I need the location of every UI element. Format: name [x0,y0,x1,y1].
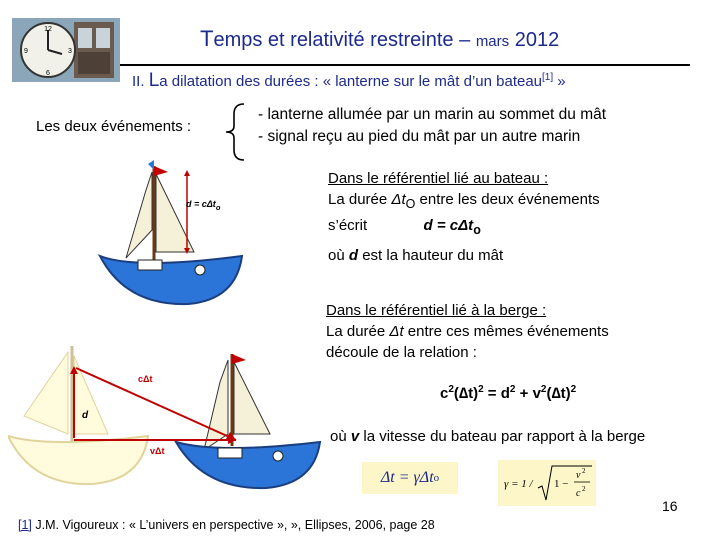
c-denominator: c [576,488,581,499]
section-end: » [553,73,566,90]
section-number: II. [132,73,145,90]
left-brace-icon [222,102,252,162]
title-year: 2012 [514,29,560,51]
proper-time-equation: d = cΔt [423,217,474,234]
title-month: mars [475,33,510,50]
bank-frame-heading: Dans le référentiel lié à la berge : [326,302,547,319]
footnote-text: J.M. Vigoureux : « L’univers en perspective », », Ellipses, 2006, page 28 [31,518,435,532]
boat-frame-equation-line: s’écrit d = cΔt$_o$ [328,217,481,237]
pythagorean-relation: $c^2(\Delta t)^2 = d^2 + v^2(\Delta t)^2$ [440,384,577,402]
lorentz-factor-formula [498,460,596,506]
clock-logo-image [12,18,120,82]
svg-text:12: 12 [44,26,52,33]
title-dash: – [453,29,476,51]
title-text: emps et relativité restreinte [213,29,454,51]
boat-frame-text [328,168,600,241]
boat-frame-line: La durée $\Delta t_O$ entre les deux événements [328,191,600,211]
svg-text:6: 6 [46,70,50,77]
v-numerator: v [576,470,581,481]
section-reference[interactable]: [1] [542,72,554,83]
boat-frame-heading: Dans le référentiel lié au bateau : [328,170,549,187]
light-path-label: cΔt [138,374,153,384]
boat-displacement-label: vΔt [150,446,165,456]
page-number: 16 [662,498,678,514]
mast-height-label: d = cΔt$_o$ [186,199,221,212]
section-heading [132,70,566,92]
v-numerator-exponent: 2 [582,467,586,475]
c-denominator-exponent: 2 [582,485,586,493]
event-item: - signal reçu au pied du mât par un autre marin [258,128,581,145]
events-list [258,104,606,148]
events-label: Les deux événements : [36,118,192,135]
title-divider [120,64,690,66]
section-initial: L [148,70,160,91]
one-minus: 1 − [554,478,569,490]
footnote [18,518,435,532]
velocity-note: où v la vitesse du bateau par rapport à la berge [330,428,646,445]
bank-frame-text [326,300,609,363]
mast-height-label-2: d [82,410,89,421]
boat-illustration [96,160,246,310]
time-dilation-formula: Δt = γΔt o [362,462,458,494]
footnote-reference-link[interactable]: [1] [18,518,32,532]
bank-frame-line: découle de la relation : [326,344,477,361]
moving-boat-illustration [8,338,328,498]
bank-frame-line: La durée Δt entre ces mêmes événements [326,323,609,340]
slide-title [200,26,559,52]
section-text: a dilatation des durées : « lanterne sur le mât d’un bateau [159,73,543,90]
svg-text:3: 3 [68,48,72,55]
event-item: - lanterne allumée par un marin au sommet du mât [258,106,607,123]
mast-height-note: où d est la hauteur du mât [328,247,504,264]
svg-text:9: 9 [24,48,28,55]
gamma-prefix: γ = 1 / [504,478,533,490]
title-initial: T [200,26,214,51]
